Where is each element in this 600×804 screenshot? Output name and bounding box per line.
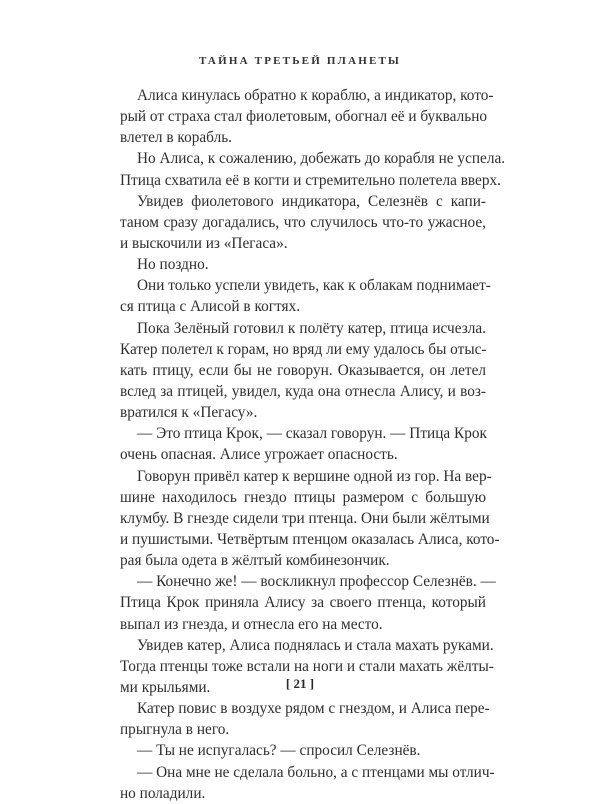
text-line: Птица Крок приняла Алису за своего птенца, который bbox=[120, 594, 486, 612]
text-line: Увидев катер, Алиса поднялась и стала махать руками. bbox=[137, 636, 494, 654]
text-line: но поладили. bbox=[120, 784, 206, 802]
running-header: ТАЙНА ТРЕТЬЕЙ ПЛАНЕТЫ bbox=[198, 55, 402, 67]
text-line: кать птицу, если бы не говорун. Оказывается, он летел bbox=[120, 361, 486, 379]
text-line: Пока Зелёный готовил к полёту катер, птица исчезла. bbox=[137, 319, 486, 337]
text-line: вратился к «Пегасу». bbox=[120, 404, 258, 422]
text-line: ся птица с Алисой в когтях. bbox=[120, 298, 301, 316]
body-text bbox=[120, 85, 506, 804]
text-line: выпал из гнезда, и отнесла его на место. bbox=[120, 615, 383, 633]
text-line: — Конечно же! — воскликнул профессор Селезнёв. — bbox=[137, 573, 496, 591]
text-line: рый от страха стал фиолетовым, обогнал её и буквально bbox=[120, 108, 488, 126]
text-line: рая была одета в жёлтый комбинезончик. bbox=[120, 552, 390, 570]
text-line: Тогда птенцы тоже встали на ноги и стали махать жёлты- bbox=[120, 657, 494, 675]
text-line: таном сразу догадались, что случилось что-то ужасное, bbox=[120, 213, 486, 231]
text-line: Они только успели увидеть, как к облакам поднимает- bbox=[137, 277, 491, 295]
text-line: Птица схватила её в когти и стремительно полетела вверх. bbox=[120, 171, 501, 189]
text-line: и выскочили из «Пегаса». bbox=[120, 234, 288, 252]
text-line: Говорун привёл катер к вершине одной из гор. На вер- bbox=[137, 467, 492, 485]
text-line: Но поздно. bbox=[137, 256, 209, 274]
text-line: клумбу. В гнезде сидели три птенца. Они были жёлтыми bbox=[120, 509, 490, 527]
text-line: прыгнула в него. bbox=[120, 721, 230, 739]
text-line: Катер полетел к горам, но вряд ли ему удалось бы отыс- bbox=[120, 340, 487, 358]
text-line: — Это птица Крок, — сказал говорун. — Птица Крок bbox=[137, 425, 487, 443]
text-line: Увидев фиолетового индикатора, Селезнёв с капи- bbox=[137, 192, 486, 210]
text-line: и пушистыми. Четвёртым птенцом оказалась Алиса, кото- bbox=[120, 530, 500, 548]
text-line: — Она мне не сделала больно, а с птенцами мы отлич- bbox=[137, 763, 495, 781]
text-line: очень опасная. Алисе угрожает опасность. bbox=[120, 446, 398, 464]
text-line: Катер повис в воздухе рядом с гнездом, и Алиса пере- bbox=[137, 700, 490, 718]
text-line: влетел в корабль. bbox=[120, 129, 233, 147]
text-line: Алиса кинулась обратно к кораблю, а индикатор, кото- bbox=[137, 87, 494, 104]
text-line: ми крыльями. bbox=[120, 678, 211, 696]
text-line: шине находилось гнездо птицы размером с большую bbox=[120, 488, 486, 506]
page-number: [ 21 ] bbox=[285, 676, 315, 691]
text-line: — Ты не испугалась? — спросил Селезнёв. bbox=[137, 742, 421, 760]
text-line: Но Алиса, к сожалению, добежать до корабля не успела. bbox=[137, 150, 506, 168]
text-line: вслед за птицей, увидел, куда она отнесла Алису, и воз- bbox=[120, 382, 486, 400]
